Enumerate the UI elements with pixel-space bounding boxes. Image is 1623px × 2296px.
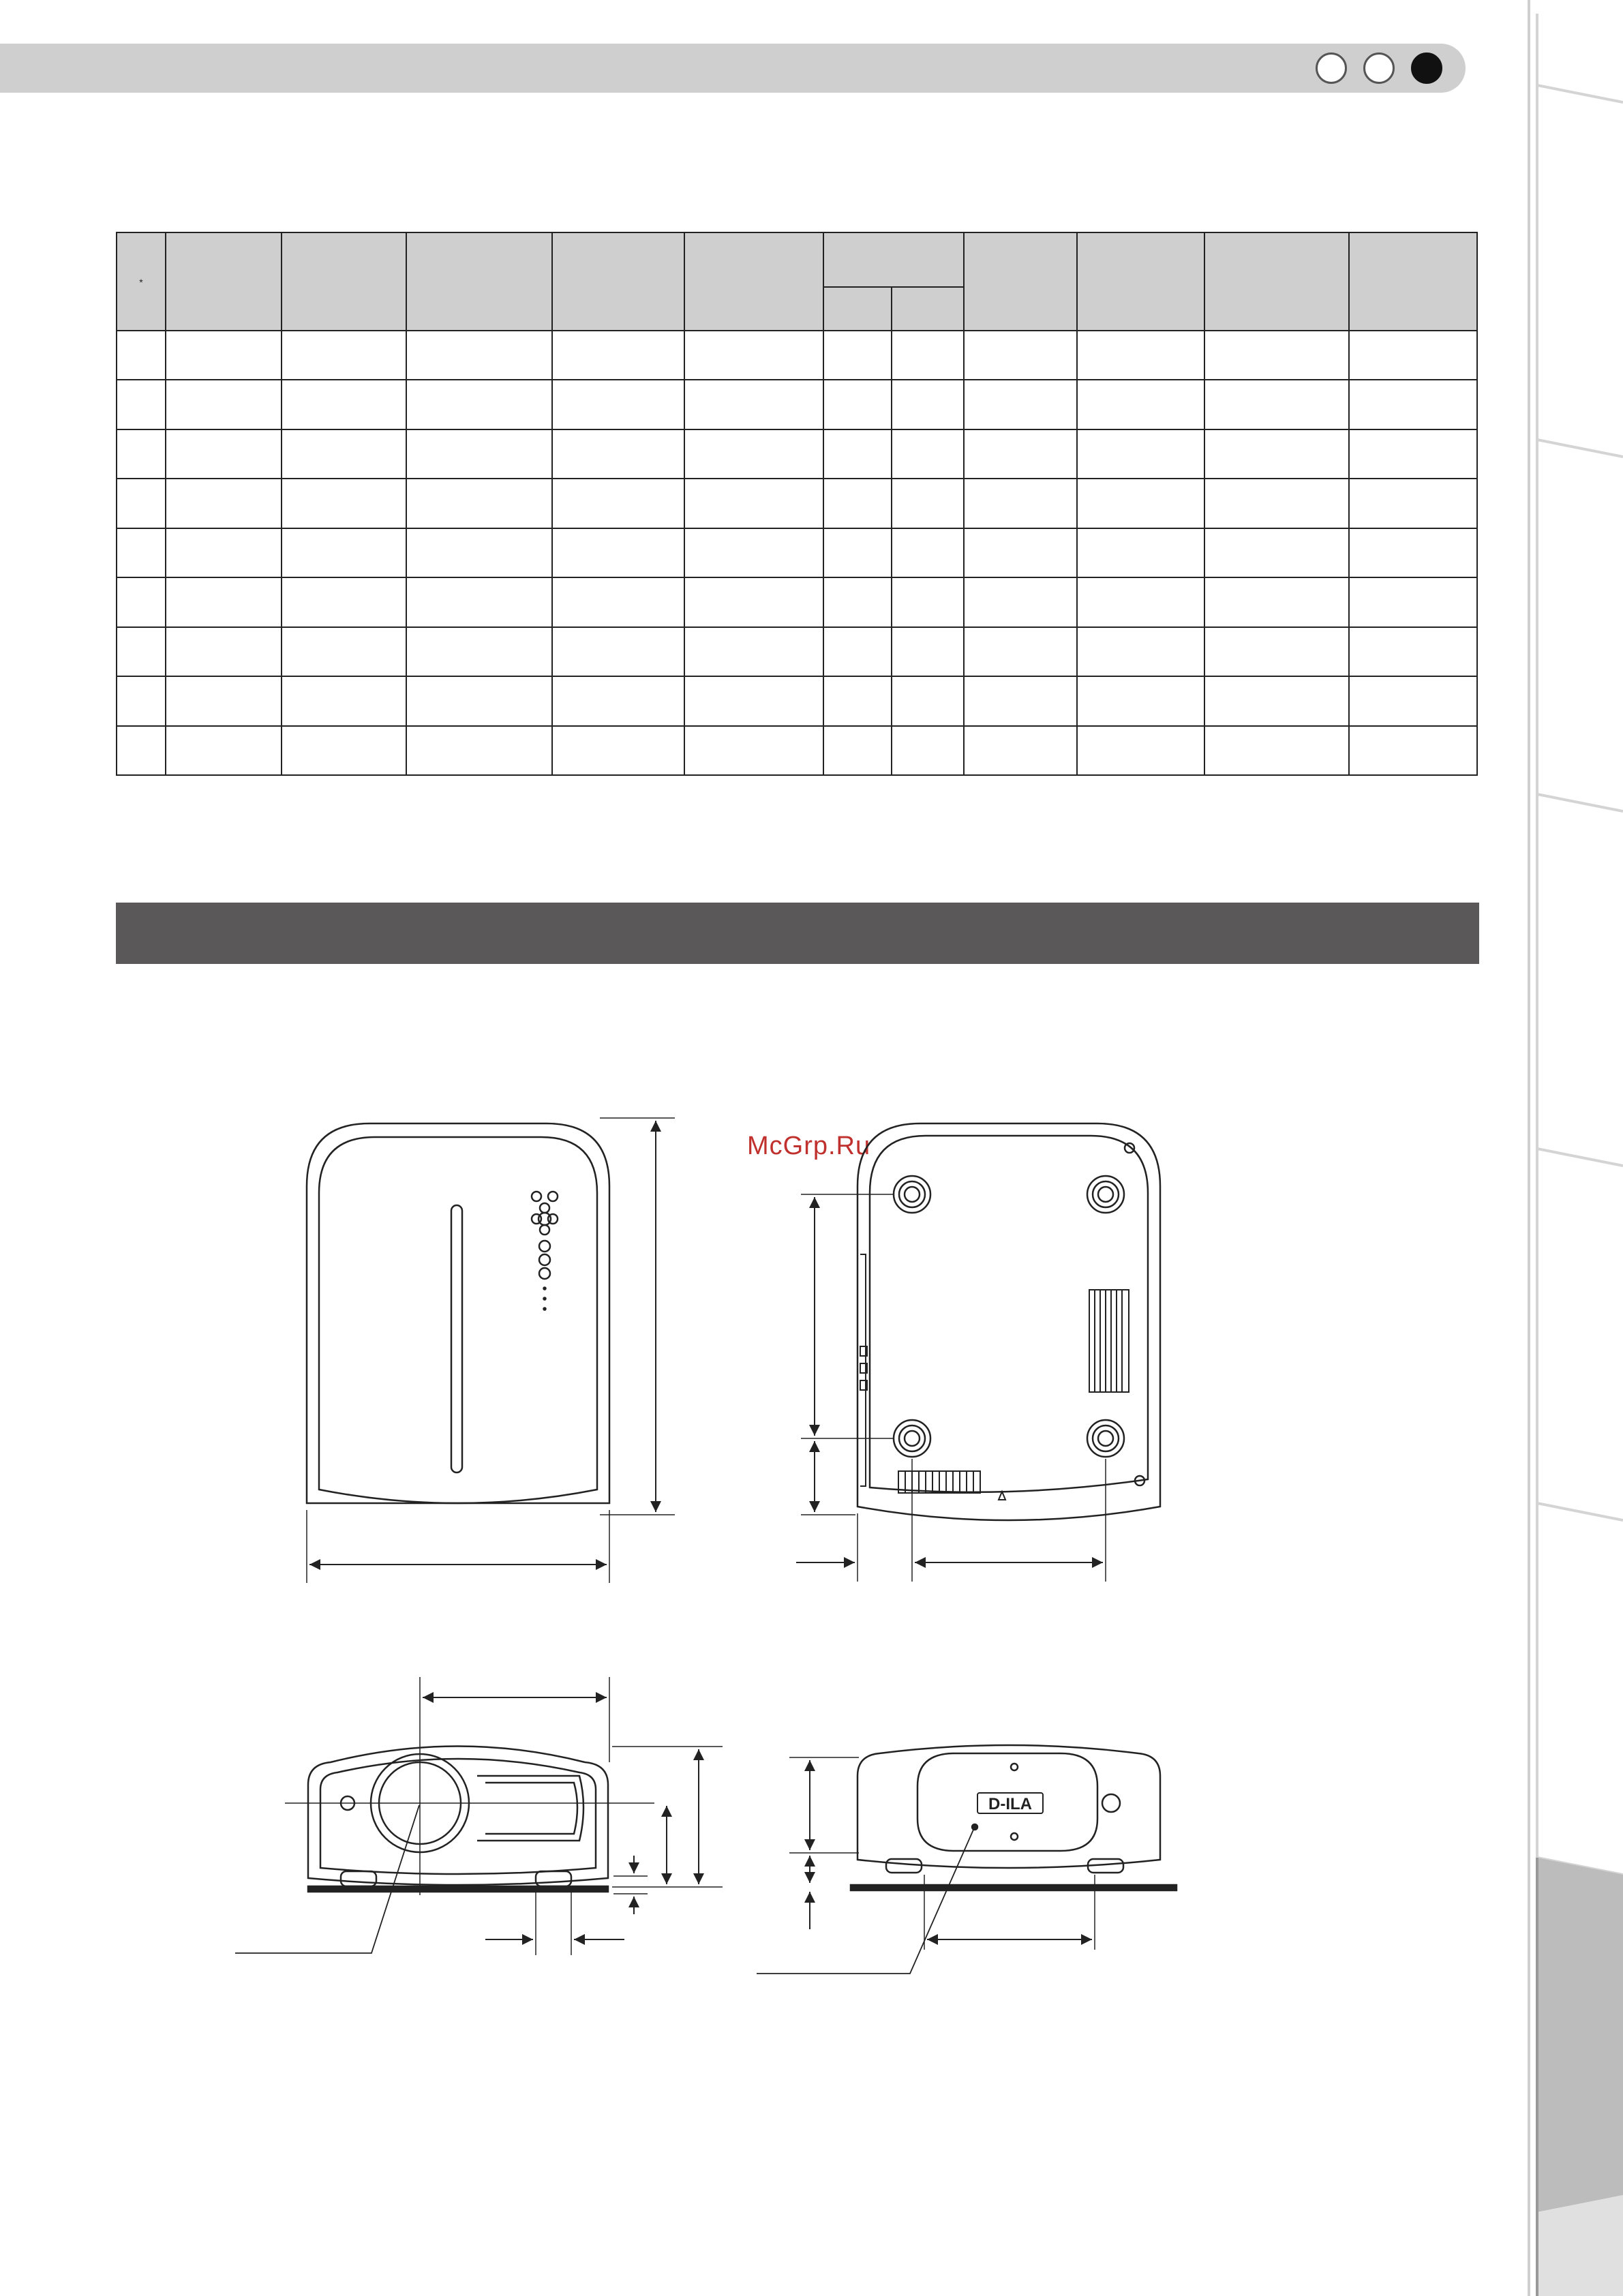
d-ila-logo-text: D-ILA: [988, 1795, 1032, 1813]
header-marker: *: [139, 277, 143, 288]
vent-grille: [898, 1290, 1129, 1493]
bottom-view-drawing: [796, 1123, 1160, 1582]
side-tab-strip: [1527, 0, 1623, 2296]
d-ila-logo: [977, 1793, 1043, 1813]
watermark-text: McGrp.Ru: [747, 1132, 871, 1160]
front-view-drawing: [235, 1677, 723, 1955]
control-buttons: [532, 1192, 558, 1310]
rear-view-drawing: [757, 1745, 1177, 1974]
top-view-drawing: [307, 1118, 675, 1583]
